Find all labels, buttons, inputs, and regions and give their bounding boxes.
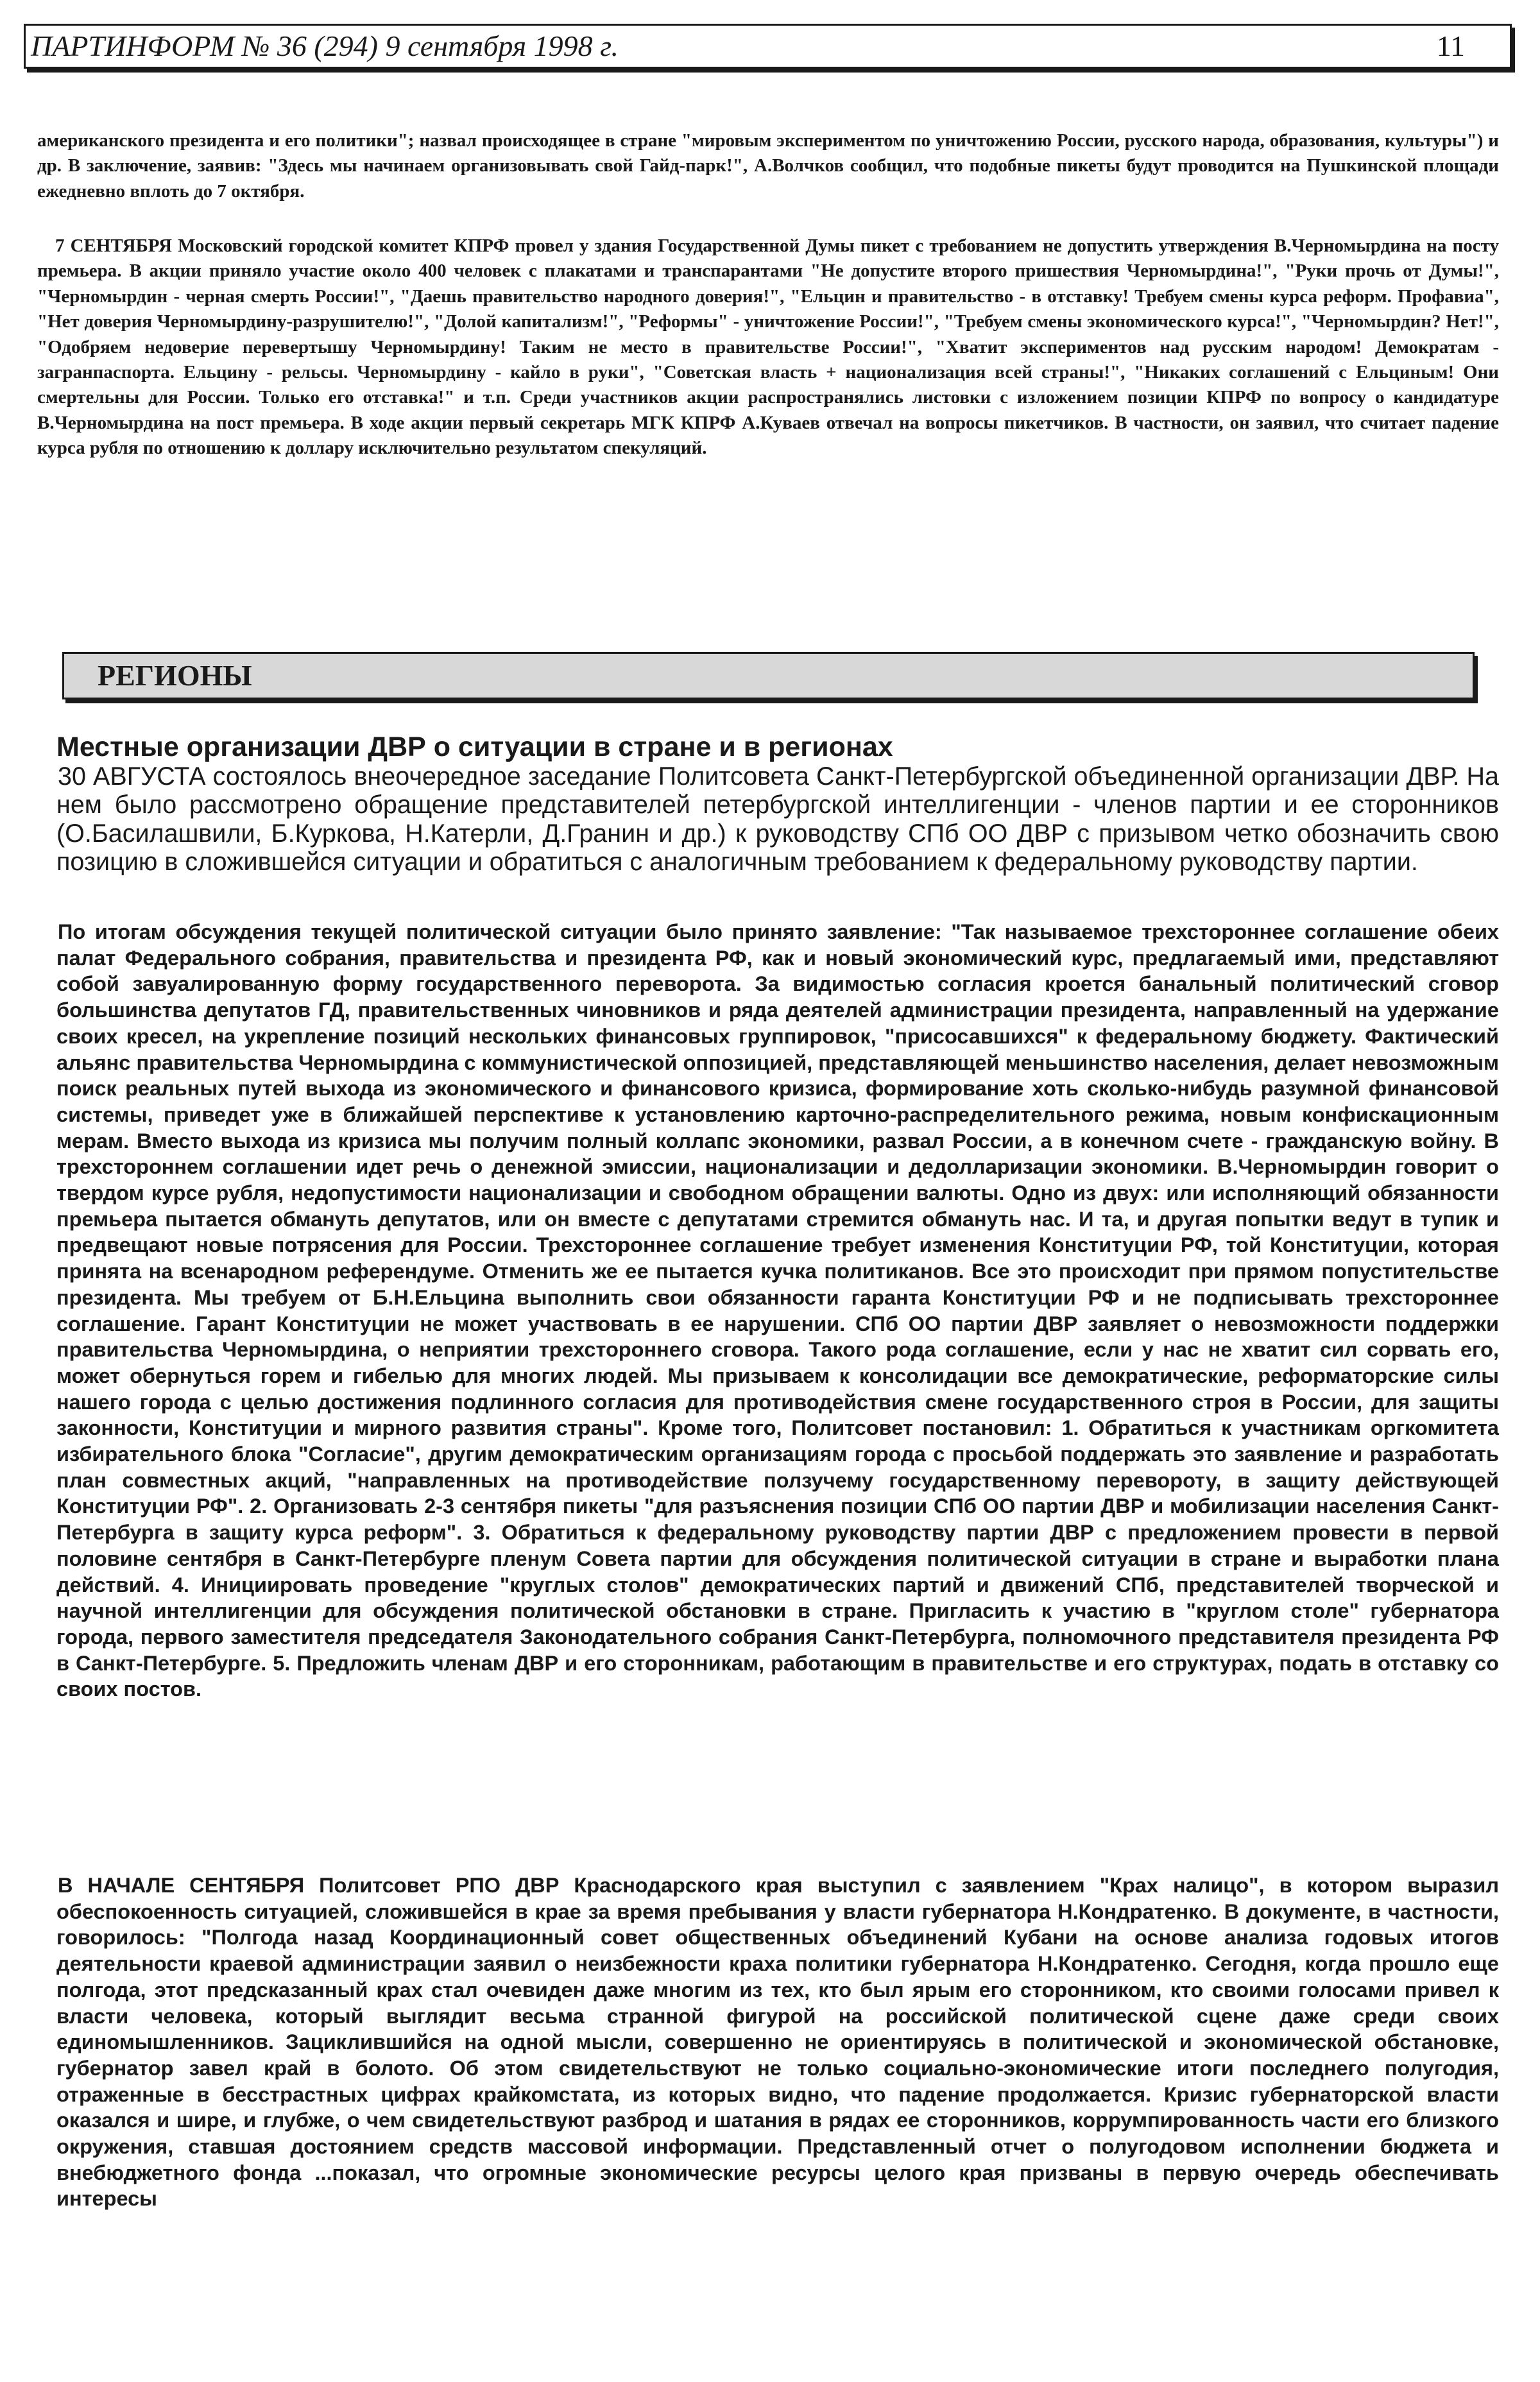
article-intro: 30 АВГУСТА состоялось внеочередное заседание Политсовета Санкт-Петербургской объединенной организации ДВР. На нем было рассмотрено обращение представителей петербургской интеллигенции - членов партии и ее сторонников (О.Басилашвили, Б.Куркова, Н.Катерли, Д.Гранин и др.) к руководству СПб ОО ДВР с призывом четко обозначить свою позицию в сложившейся ситуации и обратиться с аналогичным требованием к федеральному руководству партии. bbox=[56, 762, 1499, 877]
page-number: 11 bbox=[1436, 30, 1465, 62]
article-paragraph-krasnodar: В НАЧАЛЕ СЕНТЯБРЯ Политсовет РПО ДВР Краснодарского края выступил с заявлением "Крах налицо", в котором выразил обеспокоенность ситуацией, сложившейся в крае за время пребывания у власти губернатора Н.Кондратенко. В документе, в частности, говорилось: "Полгода назад Координационный совет общественных объединений Кубани на основе анализа годовых итогов деятельности краевой администрации заявил о неизбежности краха политики губернатора Н.Кондратенко. Сегодня, когда прошло еще полгода, этот предсказанный крах стал очевиден даже многим из тех, кто был ярым его сторонником, кто своими голосами привел к власти человека, который выглядит весьма странной фигурой на российской политической сцене даже среди своих единомышленников. Зациклившийся на одной мысли, совершенно не ориентируясь в политической и экономической обстановке, губернатор завел край в болото. Об этом свидетельствуют не только социально-экономические итоги последнего полугодия, отраженные в бесстрастных цифрах крайкомстата, из которых видно, что падение продолжается. Кризис губернаторской власти оказался и шире, и глубже, о чем свидетельствуют разброд и шатания в рядах ее сторонников, коррумпированность части его близкого окружения, ставшая достоянием средств массовой информации. Представленный отчет о полугодовом исполнении бюджета и внебюджетного фонда ...показал, что огромные экономические ресурсы целого края призваны в первую очередь обеспечивать интересы bbox=[56, 1874, 1499, 2211]
section-heading-box bbox=[62, 652, 1475, 699]
newsletter-title: ПАРТИНФОРМ № 36 (294) 9 сентября 1998 г. bbox=[31, 30, 619, 62]
moscow-picket-paragraph bbox=[37, 234, 1499, 461]
article-title: Местные организации ДВР о ситуации в стране и в регионах bbox=[56, 732, 893, 762]
paragraph-text: американского президента и его политики"; назвал происходящее в стране "мировым экспериментом по уничтожению России, русского народа, образования, культуры") и др. В заключение, заявив: "Здесь мы начинаем организовывать свой Гайд-парк!", А.Волчков сообщил, что подобные пикеты будут проводится на Пушкинской площади ежедневно вплоть до 7 октября. bbox=[37, 130, 1499, 201]
section-title: РЕГИОНЫ bbox=[98, 659, 252, 692]
continued-paragraph bbox=[37, 128, 1499, 204]
page-header bbox=[24, 24, 1512, 69]
paragraph-text: 7 СЕНТЯБРЯ Московский городской комитет КПРФ провел у здания Государственной Думы пикет с требованием не допустить утверждения В.Черномырдина на посту премьера. В акции приняло участие около 400 человек с плакатами и транспарантами "Не допустите второго пришествия Черномырдина!", "Руки прочь от Думы!", "Черномырдин - черная смерть России!", "Даешь правительство народного доверия!", "Ельцин и правительство - в отставку! Требуем смены курса реформ. Профавиа", "Нет доверия Черномырдину-разрушителю!", "Долой капитализм!", "Реформы" - уничтожение России!", "Требуем смены экономического курса!", "Черномырдин? Нет!", "Одобряем недоверие перевертышу Черномырдину! Таким не место в правительстве России!", "Хватит экспериментов над русским народом! Демократам - загранпаспорта. Ельцину - рельсы. Черномырдину - кайло в руки", "Советская власть + национализация всей страны!", "Никаких соглашений с Ельциным! Они смертельны для России. Только его отставка!" и т.п. Среди участников акции распространялись листовки с изложением позиции КПРФ по вопросу о кандидатуре В.Черномырдина на пост премьера. В ходе акции первый секретарь МГК КПРФ А.Куваев отвечал на вопросы пикетчиков. В частности, он заявил, что считает падение курса рубля по отношению к доллару исключительно результатом спекуляций. bbox=[37, 236, 1499, 459]
article-paragraph-statement: По итогам обсуждения текущей политической ситуации было принято заявление: "Так называемое трехстороннее соглашение обеих палат Федерального собрания, правительства и президента РФ, как и новый экономический курс, предлагаемый ими, представляют собой завуалированную форму государственного переворота. За видимостью согласия кроется банальный политический сговор большинства депутатов ГД, правительственных чиновников и ряда деятелей администрации президента, направленный на удержание своих кресел, на укрепление позиций нескольких финансовых группировок, "присосавшихся" к федеральному бюджету. Фактический альянс правительства Черномырдина с коммунистической оппозицией, представляющей меньшинство населения, делает невозможным поиск реальных путей выхода из экономического и финансового кризиса, формирование хоть сколько-нибудь разумной финансовой системы, приведет уже в ближайшей перспективе к установлению карточно-распределительного режима, новым конфискационным мерам. Вместо выхода из кризиса мы получим полный коллапс экономики, развал России, а в конечном счете - гражданскую войну. В трехстороннем соглашении идет речь о денежной эмиссии, национализации и дедолларизации экономики. В.Черномырдин говорит о твердом курсе рубля, недопустимости национализации и свободном обращении валюты. Одно из двух: или исполняющий обязанности премьера пытается обмануть депутатов, или он вместе с депутатами стремится обмануть нас. И та, и другая попытки ведут в тупик и предвещают новые потрясения для России. Трехстороннее соглашение требует изменения Конституции РФ, той Конституции, которая принята на всенародном референдуме. Отменить же ее пытается кучка политиканов. Все это происходит при прямом попустительстве президента. Мы требуем от Б.Н.Ельцина выполнить свои обязанности гаранта Конституции РФ и не подписывать трехстороннее соглашение. Гарант Конституции не может участвовать в ее нарушении. СПб ОО партии ДВР заявляет о невозможности поддержки правительства Черномырдина, о неприятии трехстороннего сговора. Такого рода соглашение, если у нас не хватит сил сорвать его, может обернуться горем и гибелью для многих людей. Мы призываем к консолидации все демократические, реформаторские силы нашего города с целью достижения подлинного согласия для противодействия смене государственного строя в России, для защиты законности, Конституции и мирного развития страны". Кроме того, Политсовет постановил: 1. Обратиться к участникам оргкомитета избирательного блока "Согласие", другим демократическим организациям города с просьбой поддержать это заявление и разработать план совместных акций, "направленных на противодействие ползучему государственному перевороту, в защиту действующей Конституции РФ". 2. Организовать 2-3 сентября пикеты "для разъяснения позиции СПб ОО партии ДВР и мобилизации населения Санкт-Петербурга в защиту курса реформ". 3. Обратиться к федеральному руководству партии ДВР с предложением провести в первой половине сентября в Санкт-Петербурге пленум Совета партии для обсуждения политической ситуации в стране и выработки плана действий. 4. Инициировать проведение "круглых столов" демократических партий и движений СПб, представителей творческой и научной интеллигенции для обсуждения политической обстановки в стране. Пригласить к участию в "круглом столе" губернатора города, первого заместителя председателя Законодательного собрания Санкт-Петербурга, полномочного представителя президента РФ в Санкт-Петербурге. 5. Предложить членам ДВР и его сторонникам, работающим в правительстве и его структурах, подать в отставку со своих постов. bbox=[56, 920, 1499, 1701]
